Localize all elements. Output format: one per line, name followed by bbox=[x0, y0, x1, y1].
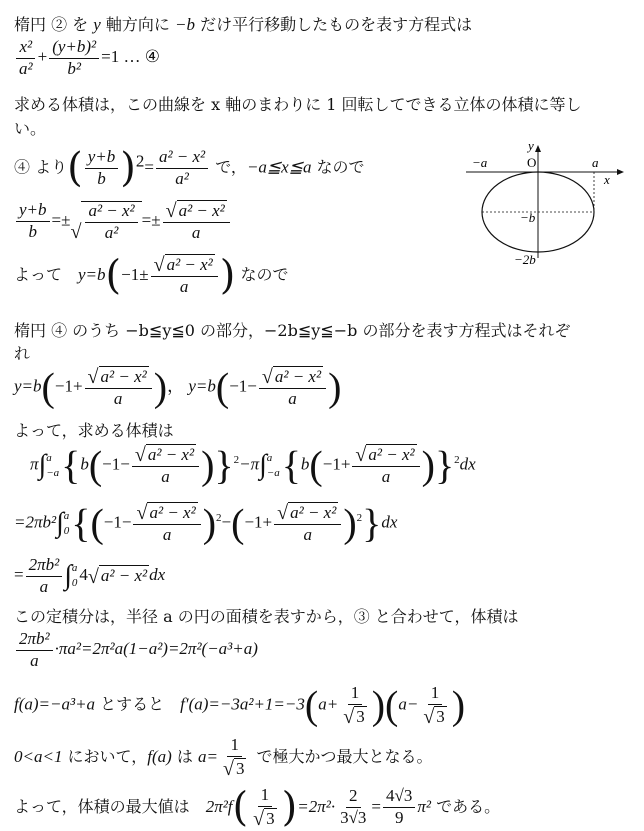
line-volume-intro-end: い。 bbox=[14, 119, 47, 138]
line-ellipse-parts-end: れ bbox=[14, 344, 31, 363]
line-sqrt-ratio: $\frac{y+b}{b}$ =± √ $\frac{\text{a² − x²}}{\text{a²}}$ =± √ a² − x² a bbox=[14, 200, 232, 243]
label-a: a bbox=[592, 155, 599, 170]
line-maximum-condition: 0<a<1 において，f(a) は a= 1 √ 3 で極大かつ最大となる。 bbox=[14, 735, 433, 781]
fraction-x2-a2: $\frac{\text{x²}}{\text{a²}}$ bbox=[16, 38, 36, 78]
label-y: y bbox=[528, 140, 534, 153]
line-derivative: f(a)=−a³+a とすると f′(a)=−3a²+1=−3(a+ 1 √ 3 )(a− 1 √ 3 ) bbox=[14, 682, 466, 729]
line-volume-intro: 求める体積は，この曲線を x 軸のまわりに 1 回転してできる立体の体積に等し bbox=[14, 95, 582, 114]
y-axis-arrow bbox=[535, 145, 541, 152]
line-ellipse-parts: 楕円 ④ のうち −b≦y≦0 の部分，−2b≦y≦−b の部分を表す方程式はそれぞ bbox=[14, 321, 571, 340]
line-volume-is: よって，求める体積は bbox=[14, 421, 174, 440]
line-volume-expression: $\frac{\text{2πb²}}{a}$ ·πa²=2π²a(1−a²)=2π²(−a³+a) bbox=[14, 630, 258, 670]
line-circle-area: この定積分は，半径 a の円の面積を表すから，③ と合わせて，体積は bbox=[14, 607, 519, 626]
equation-4: $\frac{\text{x²}}{\text{a²}}$ + $\frac{\text{(y+b)²}}{\text{b²}}$ =1 … ④ bbox=[14, 38, 160, 78]
fraction-yb2-b2: $\frac{\text{(y+b)²}}{\text{b²}}$ bbox=[49, 38, 99, 78]
line-two-equations: y=b(−1+ √ a² − x² a )， y=b(−1− √ a² − x² a ) bbox=[14, 364, 342, 410]
line-integral-difference: π∫ a −a {b(−1− √ a² − x² a )}$^2$−π∫ a −a {b(−1+ √ a² − x² a )}$^2$dx bbox=[30, 442, 476, 488]
label-neg-a: −a bbox=[472, 155, 488, 170]
x-axis-arrow bbox=[617, 169, 624, 175]
label-neg-2b: −2b bbox=[514, 252, 536, 267]
line-maximum-volume: よって，体積の最大値は 2π²f( 1 √ 3 )=2π²· $\frac{2}{3√3}$ = $\frac{4√3}{9}$ π² である。 bbox=[14, 784, 501, 831]
label-x: x bbox=[604, 172, 610, 187]
label-neg-b: −b bbox=[520, 210, 536, 225]
line-from-4: ④ より( $\frac{y+b}{b}$ )$^2$= $\frac{\text{a² − x²}}{\text{a²}}$ で，−a≦x≦a なので bbox=[14, 145, 365, 192]
label-origin: O bbox=[527, 155, 537, 170]
ellipse-diagram bbox=[458, 140, 628, 270]
line-ellipse-translation: 楕円 ② を y 軸方向に −b だけ平行移動したものを表す方程式は bbox=[14, 15, 473, 34]
sqrt-fraction: √ $\frac{\text{a² − x²}}{\text{a²}}$ bbox=[70, 201, 141, 242]
line-integral-simplified: =2πb²∫ a 0 {(−1− √ a² − x² a )$^2$−(−1+ √ a² − x² a )$^2$}dx bbox=[14, 500, 398, 546]
line-therefore-y: よって y=b(−1± √ a² − x² a ) なので bbox=[14, 252, 289, 299]
line-integral-final: = $\frac{\text{2πb²}}{a}$ ∫ a 0 4 √ a² − x² dx bbox=[14, 555, 166, 596]
